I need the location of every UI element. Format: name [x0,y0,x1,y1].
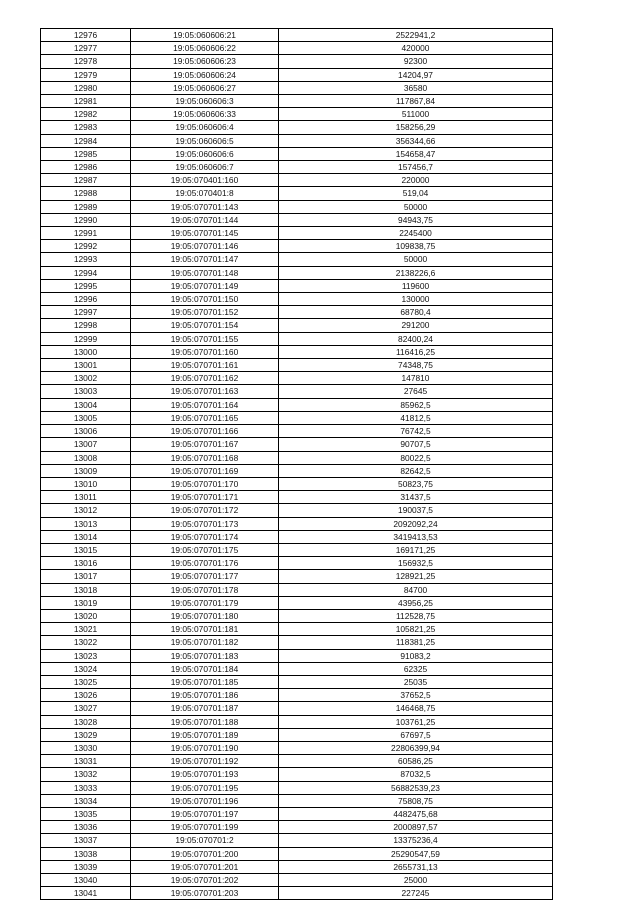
value-cell: 158256,29 [279,121,553,134]
value-cell: 91083,2 [279,649,553,662]
row-number-cell: 13019 [41,596,131,609]
table-row [41,200,553,213]
value-cell: 147810 [279,372,553,385]
table-row [41,345,553,358]
cadastral-number-cell: 19:05:070701:202 [131,874,279,887]
value-cell: 68780,4 [279,306,553,319]
row-number-cell: 12990 [41,213,131,226]
table-row [41,42,553,55]
cadastral-number-cell: 19:05:070701:148 [131,266,279,279]
table-row [41,874,553,887]
cadastral-number-cell: 19:05:060606:4 [131,121,279,134]
row-number-cell: 13006 [41,425,131,438]
row-number-cell: 13011 [41,491,131,504]
cadastral-number-cell: 19:05:070701:172 [131,504,279,517]
table-row [41,147,553,160]
cadastral-number-cell: 19:05:070701:174 [131,530,279,543]
value-cell: 85962,5 [279,398,553,411]
value-cell: 84700 [279,583,553,596]
cadastral-number-cell: 19:05:070701:145 [131,227,279,240]
value-cell: 146468,75 [279,702,553,715]
table-row [41,240,553,253]
table-row [41,662,553,675]
table-row [41,570,553,583]
table-row [41,438,553,451]
row-number-cell: 13028 [41,715,131,728]
cadastral-number-cell: 19:05:070701:179 [131,596,279,609]
table-row [41,81,553,94]
cadastral-number-cell: 19:05:070701:185 [131,675,279,688]
cadastral-value-table [40,28,553,900]
cadastral-number-cell: 19:05:070701:160 [131,345,279,358]
row-number-cell: 12979 [41,68,131,81]
value-cell: 2522941,2 [279,29,553,42]
row-number-cell: 13032 [41,768,131,781]
table-row [41,609,553,622]
row-number-cell: 12993 [41,253,131,266]
value-cell: 117867,84 [279,95,553,108]
cadastral-number-cell: 19:05:070701:165 [131,411,279,424]
cadastral-number-cell: 19:05:070701:193 [131,768,279,781]
table-row [41,491,553,504]
value-cell: 3419413,53 [279,530,553,543]
value-cell: 25000 [279,874,553,887]
table-row [41,623,553,636]
table-row [41,385,553,398]
value-cell: 25035 [279,675,553,688]
value-cell: 227245 [279,887,553,900]
row-number-cell: 13041 [41,887,131,900]
cadastral-number-cell: 19:05:070701:181 [131,623,279,636]
table-row [41,768,553,781]
value-cell: 519,04 [279,187,553,200]
value-cell: 112528,75 [279,609,553,622]
cadastral-number-cell: 19:05:070401:8 [131,187,279,200]
value-cell: 14204,97 [279,68,553,81]
table-row [41,279,553,292]
cadastral-number-cell: 19:05:060606:27 [131,81,279,94]
cadastral-number-cell: 19:05:060606:33 [131,108,279,121]
cadastral-number-cell: 19:05:070701:154 [131,319,279,332]
cadastral-number-cell: 19:05:070701:147 [131,253,279,266]
cadastral-number-cell: 19:05:070701:182 [131,636,279,649]
table-row [41,332,553,345]
row-number-cell: 13005 [41,411,131,424]
table-row [41,887,553,900]
table-row [41,213,553,226]
cadastral-number-cell: 19:05:070701:166 [131,425,279,438]
cadastral-number-cell: 19:05:070701:192 [131,755,279,768]
table-row [41,781,553,794]
table-row [41,543,553,556]
cadastral-number-cell: 19:05:070701:201 [131,860,279,873]
value-cell: 291200 [279,319,553,332]
cadastral-number-cell: 19:05:070701:146 [131,240,279,253]
cadastral-number-cell: 19:05:070701:195 [131,781,279,794]
row-number-cell: 13017 [41,570,131,583]
cadastral-number-cell: 19:05:070701:197 [131,807,279,820]
value-cell: 25290547,59 [279,847,553,860]
row-number-cell: 13001 [41,359,131,372]
row-number-cell: 13036 [41,821,131,834]
row-number-cell: 13018 [41,583,131,596]
table-row [41,530,553,543]
row-number-cell: 13033 [41,781,131,794]
table-row [41,847,553,860]
value-cell: 74348,75 [279,359,553,372]
table-row [41,121,553,134]
table-row [41,174,553,187]
table-row [41,728,553,741]
row-number-cell: 13035 [41,807,131,820]
cadastral-number-cell: 19:05:060606:24 [131,68,279,81]
row-number-cell: 13037 [41,834,131,847]
row-number-cell: 12984 [41,134,131,147]
row-number-cell: 13015 [41,543,131,556]
table-row [41,715,553,728]
table-row [41,464,553,477]
table-row [41,860,553,873]
cadastral-number-cell: 19:05:070701:164 [131,398,279,411]
row-number-cell: 13024 [41,662,131,675]
table-row [41,425,553,438]
cadastral-number-cell: 19:05:060606:5 [131,134,279,147]
table-row [41,68,553,81]
value-cell: 50000 [279,200,553,213]
table-row [41,372,553,385]
row-number-cell: 12996 [41,293,131,306]
table-row [41,293,553,306]
table-row [41,689,553,702]
cadastral-number-cell: 19:05:070701:150 [131,293,279,306]
value-cell: 82400,24 [279,332,553,345]
cadastral-number-cell: 19:05:070701:199 [131,821,279,834]
value-cell: 22806399,94 [279,741,553,754]
value-cell: 67697,5 [279,728,553,741]
cadastral-number-cell: 19:05:070701:177 [131,570,279,583]
value-cell: 190037,5 [279,504,553,517]
value-cell: 220000 [279,174,553,187]
value-cell: 116416,25 [279,345,553,358]
row-number-cell: 13026 [41,689,131,702]
table-row [41,266,553,279]
table-row [41,95,553,108]
value-cell: 105821,25 [279,623,553,636]
row-number-cell: 13022 [41,636,131,649]
cadastral-number-cell: 19:05:070701:143 [131,200,279,213]
cadastral-number-cell: 19:05:070701:173 [131,517,279,530]
row-number-cell: 12994 [41,266,131,279]
row-number-cell: 13000 [41,345,131,358]
value-cell: 4482475,68 [279,807,553,820]
row-number-cell: 12999 [41,332,131,345]
cadastral-number-cell: 19:05:070701:167 [131,438,279,451]
row-number-cell: 13014 [41,530,131,543]
cadastral-number-cell: 19:05:070701:187 [131,702,279,715]
value-cell: 36580 [279,81,553,94]
value-cell: 356344,66 [279,134,553,147]
cadastral-number-cell: 19:05:070701:196 [131,794,279,807]
value-cell: 92300 [279,55,553,68]
table-row [41,636,553,649]
cadastral-number-cell: 19:05:060606:23 [131,55,279,68]
value-cell: 82642,5 [279,464,553,477]
cadastral-number-cell: 19:05:060606:6 [131,147,279,160]
value-cell: 154658,47 [279,147,553,160]
row-number-cell: 12983 [41,121,131,134]
row-number-cell: 13030 [41,741,131,754]
row-number-cell: 13009 [41,464,131,477]
row-number-cell: 13020 [41,609,131,622]
cadastral-number-cell: 19:05:060606:3 [131,95,279,108]
row-number-cell: 12985 [41,147,131,160]
value-cell: 75808,75 [279,794,553,807]
table-row [41,398,553,411]
cadastral-number-cell: 19:05:070701:171 [131,491,279,504]
row-number-cell: 13031 [41,755,131,768]
table-row [41,306,553,319]
table-row [41,794,553,807]
table-row [41,134,553,147]
table-row [41,557,553,570]
cadastral-number-cell: 19:05:070701:152 [131,306,279,319]
value-cell: 2245400 [279,227,553,240]
row-number-cell: 12995 [41,279,131,292]
table-body [41,29,553,900]
table-row [41,821,553,834]
value-cell: 118381,25 [279,636,553,649]
row-number-cell: 13025 [41,675,131,688]
table-row [41,161,553,174]
table-row [41,411,553,424]
table-row [41,451,553,464]
value-cell: 157456,7 [279,161,553,174]
value-cell: 103761,25 [279,715,553,728]
row-number-cell: 12998 [41,319,131,332]
cadastral-number-cell: 19:05:070701:190 [131,741,279,754]
table-row [41,741,553,754]
row-number-cell: 13040 [41,874,131,887]
value-cell: 119600 [279,279,553,292]
cadastral-number-cell: 19:05:070701:169 [131,464,279,477]
value-cell: 2655731,13 [279,860,553,873]
row-number-cell: 13012 [41,504,131,517]
table-row [41,227,553,240]
row-number-cell: 13029 [41,728,131,741]
value-cell: 2000897,57 [279,821,553,834]
value-cell: 76742,5 [279,425,553,438]
row-number-cell: 13027 [41,702,131,715]
value-cell: 130000 [279,293,553,306]
row-number-cell: 12997 [41,306,131,319]
table-row [41,755,553,768]
table-row [41,477,553,490]
cadastral-number-cell: 19:05:070701:2 [131,834,279,847]
table-row [41,517,553,530]
value-cell: 37652,5 [279,689,553,702]
row-number-cell: 12977 [41,42,131,55]
cadastral-number-cell: 19:05:070701:163 [131,385,279,398]
value-cell: 90707,5 [279,438,553,451]
row-number-cell: 12988 [41,187,131,200]
row-number-cell: 13021 [41,623,131,636]
row-number-cell: 12978 [41,55,131,68]
value-cell: 87032,5 [279,768,553,781]
value-cell: 169171,25 [279,543,553,556]
value-cell: 2092092,24 [279,517,553,530]
table-row [41,108,553,121]
cadastral-number-cell: 19:05:070701:184 [131,662,279,675]
cadastral-number-cell: 19:05:070701:144 [131,213,279,226]
row-number-cell: 13039 [41,860,131,873]
table-row [41,504,553,517]
table-row [41,187,553,200]
value-cell: 27645 [279,385,553,398]
row-number-cell: 12991 [41,227,131,240]
cadastral-number-cell: 19:05:060606:22 [131,42,279,55]
cadastral-number-cell: 19:05:070701:180 [131,609,279,622]
value-cell: 50823,75 [279,477,553,490]
value-cell: 94943,75 [279,213,553,226]
cadastral-number-cell: 19:05:070401:160 [131,174,279,187]
value-cell: 43956,25 [279,596,553,609]
value-cell: 56882539,23 [279,781,553,794]
row-number-cell: 12976 [41,29,131,42]
cadastral-number-cell: 19:05:070701:170 [131,477,279,490]
cadastral-number-cell: 19:05:070701:203 [131,887,279,900]
value-cell: 156932,5 [279,557,553,570]
table-row [41,702,553,715]
row-number-cell: 12980 [41,81,131,94]
row-number-cell: 12982 [41,108,131,121]
cadastral-number-cell: 19:05:060606:7 [131,161,279,174]
cadastral-number-cell: 19:05:070701:155 [131,332,279,345]
value-cell: 420000 [279,42,553,55]
table-row [41,596,553,609]
row-number-cell: 12987 [41,174,131,187]
row-number-cell: 13004 [41,398,131,411]
table-row [41,583,553,596]
cadastral-number-cell: 19:05:070701:168 [131,451,279,464]
row-number-cell: 13002 [41,372,131,385]
row-number-cell: 12981 [41,95,131,108]
row-number-cell: 13007 [41,438,131,451]
table-row [41,29,553,42]
table-row [41,55,553,68]
cadastral-number-cell: 19:05:070701:161 [131,359,279,372]
value-cell: 41812,5 [279,411,553,424]
cadastral-number-cell: 19:05:070701:175 [131,543,279,556]
cadastral-number-cell: 19:05:070701:149 [131,279,279,292]
row-number-cell: 13008 [41,451,131,464]
row-number-cell: 13003 [41,385,131,398]
value-cell: 60586,25 [279,755,553,768]
table-row [41,253,553,266]
cadastral-number-cell: 19:05:070701:189 [131,728,279,741]
cadastral-number-cell: 19:05:060606:21 [131,29,279,42]
value-cell: 50000 [279,253,553,266]
cadastral-number-cell: 19:05:070701:188 [131,715,279,728]
row-number-cell: 13013 [41,517,131,530]
row-number-cell: 13038 [41,847,131,860]
table-row [41,649,553,662]
cadastral-number-cell: 19:05:070701:186 [131,689,279,702]
table-row [41,807,553,820]
cadastral-number-cell: 19:05:070701:183 [131,649,279,662]
table-row [41,359,553,372]
table-row [41,675,553,688]
cadastral-number-cell: 19:05:070701:178 [131,583,279,596]
cadastral-number-cell: 19:05:070701:200 [131,847,279,860]
table-row [41,319,553,332]
value-cell: 31437,5 [279,491,553,504]
row-number-cell: 13016 [41,557,131,570]
row-number-cell: 13010 [41,477,131,490]
row-number-cell: 12989 [41,200,131,213]
row-number-cell: 13023 [41,649,131,662]
cadastral-number-cell: 19:05:070701:176 [131,557,279,570]
row-number-cell: 12992 [41,240,131,253]
cadastral-number-cell: 19:05:070701:162 [131,372,279,385]
value-cell: 80022,5 [279,451,553,464]
value-cell: 109838,75 [279,240,553,253]
value-cell: 511000 [279,108,553,121]
value-cell: 13375236,4 [279,834,553,847]
value-cell: 128921,25 [279,570,553,583]
table-row [41,834,553,847]
value-cell: 2138226,6 [279,266,553,279]
value-cell: 62325 [279,662,553,675]
row-number-cell: 13034 [41,794,131,807]
row-number-cell: 12986 [41,161,131,174]
